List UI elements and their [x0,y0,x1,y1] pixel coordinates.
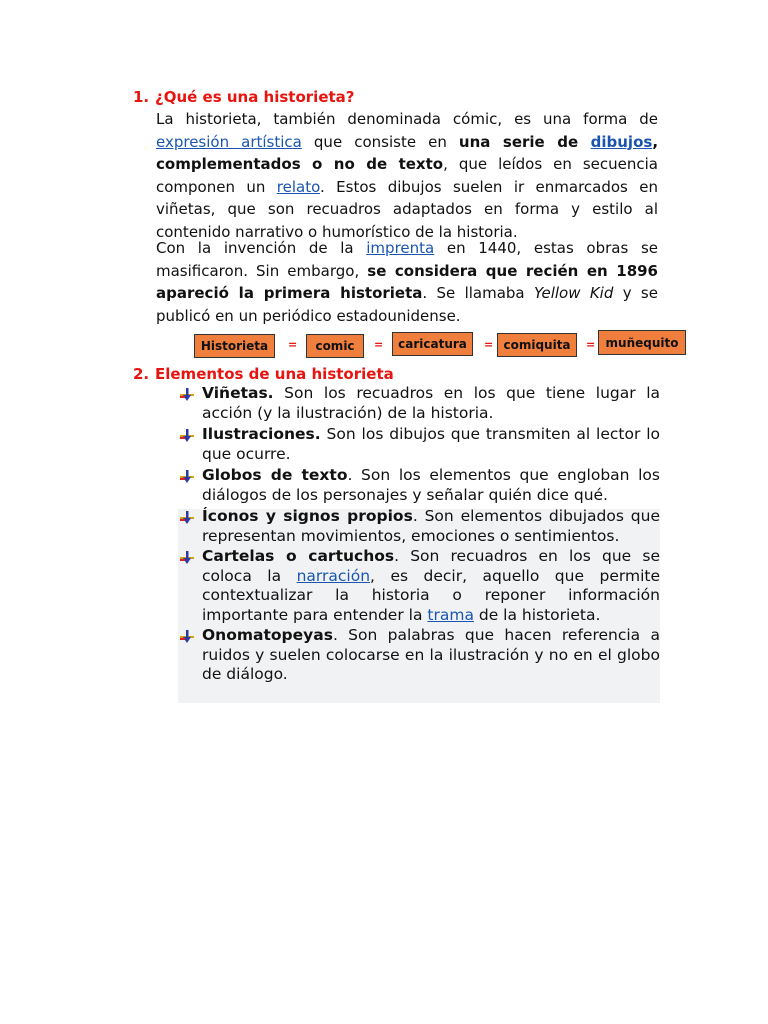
list-item [178,626,660,685]
bullet-text: . Son los elementos que engloban los diálogos de los personajes y señalar quién dice qué. [202,466,660,504]
bold-text: , complementados o no de texto [156,132,659,173]
list-item [178,384,660,423]
bullet-text: Son los dibujos que transmiten al lector lo que ocurre. [202,425,660,463]
synonym-box: muñequito [598,330,686,355]
section-2-heading [133,365,394,383]
text: . Se llamaba [422,284,534,302]
list-item [178,507,660,546]
arrow-down-bullet-icon [180,511,194,525]
section-1-title: ¿Qué es una historieta? [155,88,355,106]
list-item [178,466,660,505]
equals-sign: = [374,338,384,351]
arrow-down-bullet-icon [180,630,194,644]
bold-text: una serie de [458,132,591,151]
equals-sign: = [484,338,494,351]
arrow-down-bullet-icon [180,470,194,484]
bullet-text: . Son elementos dibujados que representan movimientos, emociones o sentimientos. [202,507,660,545]
link-trama[interactable]: trama [427,605,474,624]
synonym-box: comiquita [497,333,577,357]
section-1-heading [133,88,354,106]
bullet-text: Son los recuadros en los que tiene lugar la acción (y la ilustración) de la historia. [202,384,660,422]
synonym-box: caricatura [392,332,473,356]
section-2-number: 2. [133,365,150,383]
link-expresion-artistica[interactable]: expresión artística [156,132,302,151]
bullet-lead: Globos de texto [202,466,348,484]
list-item [178,547,660,625]
equals-sign: = [586,338,596,351]
bullet-lead: Onomatopeyas [202,626,333,644]
arrow-down-bullet-icon [180,551,194,565]
synonym-box: Historieta [194,334,275,358]
italic-text: Yellow Kid [533,284,614,302]
bold-text: se considera que recién en 1896 apareció la primera historieta [156,261,658,302]
list-item [178,425,660,464]
arrow-down-bullet-icon [180,388,194,402]
link-imprenta[interactable]: imprenta [366,239,435,257]
arrow-down-bullet-icon [180,429,194,443]
link-dibujos[interactable]: dibujos [590,132,653,151]
text: en 1440, estas obras se masificaron. Sin embargo, [156,239,658,280]
bullet-lead: Viñetas. [202,384,274,402]
text: Con la invención de la [156,239,367,257]
bullet-text: , es decir, aquello que permite contextualizar la historia o reponer información importante para entender la [202,566,660,624]
bullet-lead: Ilustraciones. [202,425,321,443]
bullet-lead: Íconos y signos propios [202,507,413,525]
text: , que leídos en secuencia componen un [156,155,658,196]
bullet-lead: Cartelas o cartuchos [202,547,395,565]
section-2-title: Elementos de una historieta [155,365,394,383]
link-relato[interactable]: relato [276,177,320,196]
paragraph-definition [156,108,658,243]
bullet-text: . Son palabras que hacen referencia a ruidos y suelen colocarse en la ilustración y no en el globo de diálogo. [202,626,660,683]
section-1-number: 1. [133,88,150,106]
link-narracion[interactable]: narración [296,566,371,585]
text: que consiste en [301,132,459,151]
paragraph-history [156,237,658,327]
text: y se publicó en un periódico estadounidense. [156,284,658,325]
bullet-text: de la historieta. [473,605,601,624]
text: . Estos dibujos suelen ir enmarcados en viñetas, que son recuadros adaptados en forma y estilo al contenido narrativo o humorístico de la historia. [156,177,658,241]
synonym-box: comic [306,334,364,358]
elements-list [178,384,660,685]
text: La historieta, también denominada cómic, es una forma de [156,110,658,128]
bullet-text: . Son recuadros en los que se coloca la [202,547,660,585]
equals-sign: = [288,338,298,351]
